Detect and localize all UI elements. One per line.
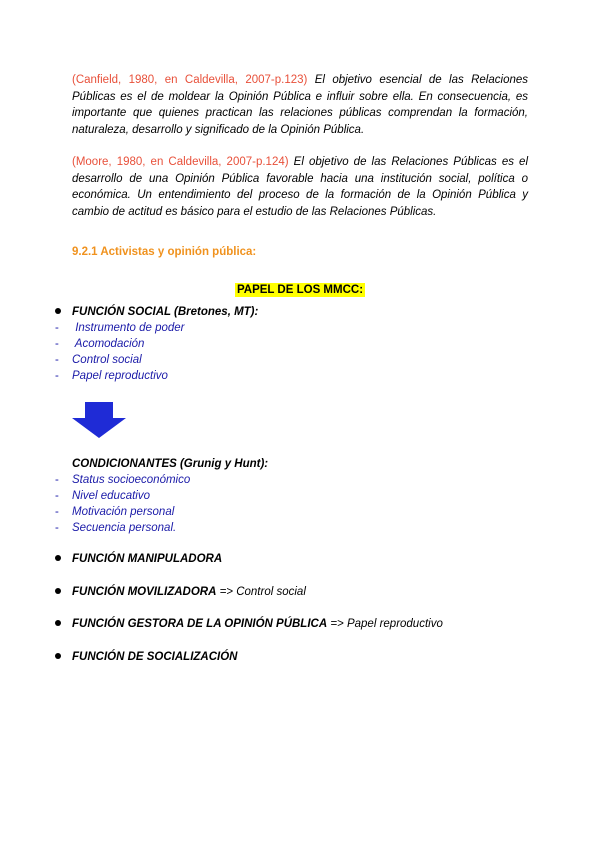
dash-marker: - bbox=[55, 338, 59, 350]
list-item bbox=[55, 338, 144, 350]
list-item bbox=[55, 322, 185, 334]
condicionante-item: Status socioeconómico bbox=[72, 474, 191, 486]
bullet-funcion-social bbox=[55, 306, 258, 318]
list-item bbox=[55, 506, 174, 518]
list-item bbox=[55, 370, 168, 382]
dash-marker: - bbox=[55, 370, 59, 382]
highlight-title-wrap bbox=[0, 280, 600, 298]
quote-text-canfield: El objetivo esencial de las Relaciones Públicas es el de moldear la Opinión Pública e influir sobre ella. En consecuencia, es importante que quienes practican las relaciones públicas comprendan la formación, naturaleza, desarrollo y significado de la Opinión Pública. bbox=[72, 74, 529, 136]
funcion-social-label: FUNCIÓN SOCIAL (Bretones, MT): bbox=[72, 306, 259, 318]
condicionantes-label: CONDICIONANTES (Grunig y Hunt): bbox=[72, 458, 269, 470]
list-item bbox=[55, 354, 142, 366]
funcion-tail: => Control social bbox=[216, 586, 306, 598]
list-item bbox=[55, 522, 176, 534]
dash-marker: - bbox=[55, 354, 59, 366]
dash-marker: - bbox=[55, 474, 59, 486]
bullet-dot-icon bbox=[55, 620, 61, 626]
section-heading: 9.2.1 Activistas y opinión pública: bbox=[72, 246, 257, 258]
list-item bbox=[55, 474, 190, 486]
highlight-title: PAPEL DE LOS MMCC: bbox=[236, 284, 364, 296]
arrow-down-icon bbox=[72, 402, 126, 438]
bullet-funcion-manipuladora bbox=[55, 553, 222, 565]
dash-marker: - bbox=[55, 490, 59, 502]
citation-canfield: (Canfield, 1980, en Caldevilla, 2007-p.123) bbox=[72, 74, 308, 86]
bullet-dot-icon bbox=[55, 555, 61, 561]
bullet-funcion-gestora bbox=[55, 618, 443, 630]
funcion-label: FUNCIÓN MOVILIZADORA bbox=[72, 586, 217, 598]
citation-moore: (Moore, 1980, en Caldevilla, 2007-p.124) bbox=[72, 156, 289, 168]
condicionante-item: Secuencia personal. bbox=[72, 522, 177, 534]
funcion-social-item: Papel reproductivo bbox=[72, 370, 168, 382]
dash-marker: - bbox=[55, 506, 59, 518]
quote-paragraph-moore bbox=[72, 154, 528, 220]
bullet-dot-icon bbox=[55, 308, 61, 314]
bullet-dot-icon bbox=[55, 588, 61, 594]
dash-marker: - bbox=[55, 522, 59, 534]
funcion-label: FUNCIÓN GESTORA DE LA OPINIÓN PÚBLICA bbox=[72, 618, 328, 630]
list-item bbox=[55, 490, 150, 502]
funcion-label: FUNCIÓN DE SOCIALIZACIÓN bbox=[72, 651, 238, 663]
bullet-funcion-socializacion bbox=[55, 651, 237, 663]
quote-paragraph-canfield bbox=[72, 72, 528, 138]
bullet-funcion-movilizadora bbox=[55, 586, 306, 598]
funcion-social-item: Control social bbox=[72, 354, 142, 366]
funcion-social-item: Instrumento de poder bbox=[72, 322, 185, 334]
funcion-tail: => Papel reproductivo bbox=[327, 618, 443, 630]
bullet-dot-icon bbox=[55, 653, 61, 659]
quote-text-moore: El objetivo de las Relaciones Públicas es el desarrollo de una Opinión Pública favorable hacia una institución social, política o económica. Un entendimiento del proceso de la formación de la Opinión Pública y cambio de actitud es básico para el estudio de las Relaciones Públicas. bbox=[72, 156, 528, 218]
dash-marker: - bbox=[55, 322, 59, 334]
funcion-social-item: Acomodación bbox=[72, 338, 145, 350]
condicionante-item: Nivel educativo bbox=[72, 490, 150, 502]
funcion-label: FUNCIÓN MANIPULADORA bbox=[72, 553, 223, 565]
condicionante-item: Motivación personal bbox=[72, 506, 175, 518]
